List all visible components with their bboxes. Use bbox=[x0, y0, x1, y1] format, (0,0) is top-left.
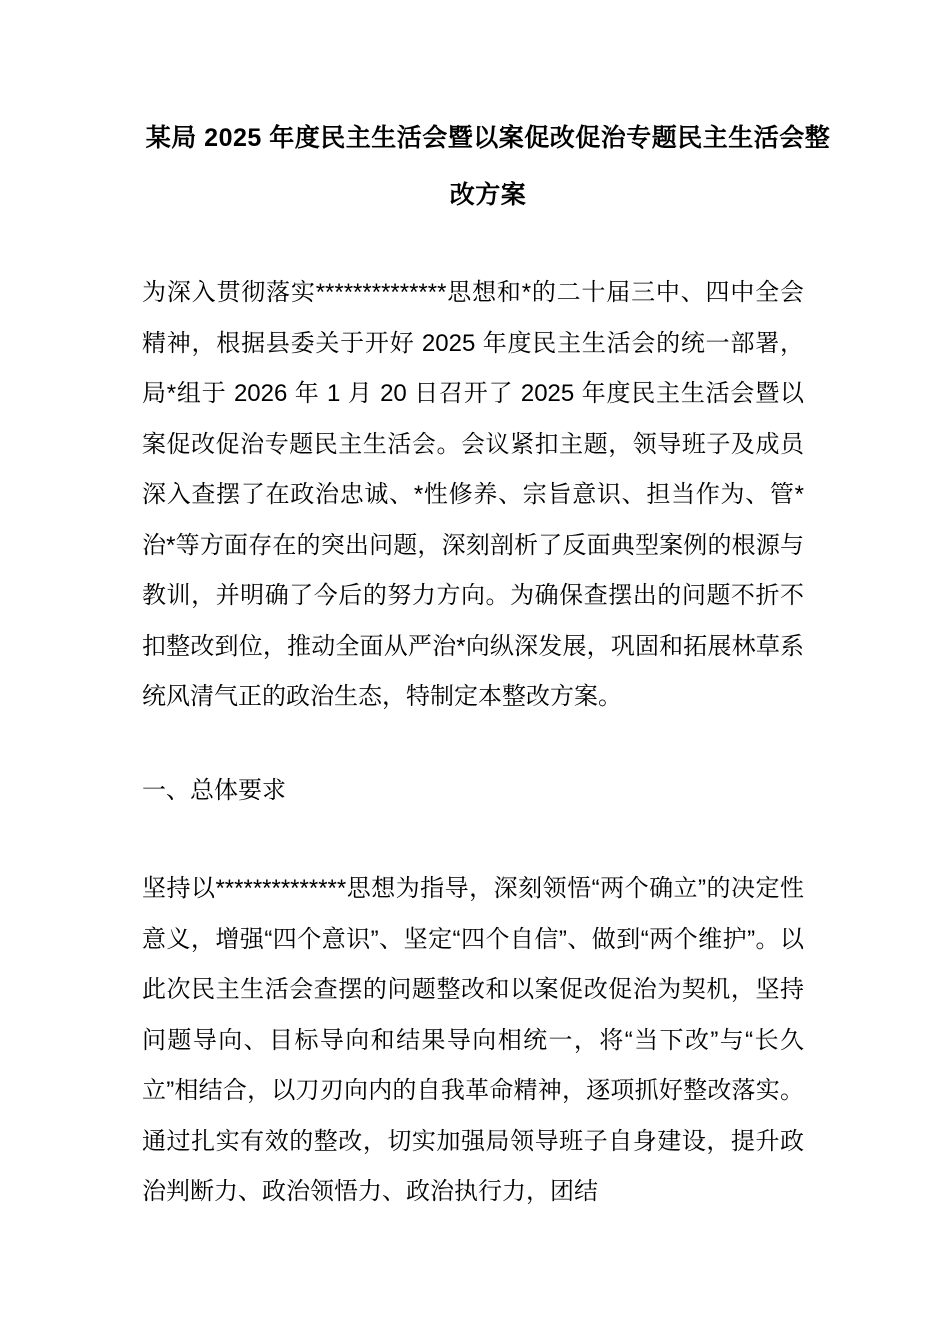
intro-paragraph: 为深入贯彻落实**************思想和*的二十届三中、四中全会精神，根据县委关于开好 2025 年度民主生活会的统一部署，局*组于 2026 年 1 月 20 日召开了 2025 年度民主生活会暨以案促改促治专题民主生活会。会议紧扣主题，领导班子及成员深入查摆了在政治忠诚、*性修养、宗旨意识、担当作为、管*治*等方面存在的突出问题，深刻剖析了反面典型案例的根源与教训，并明确了今后的努力方向。为确保查摆出的问题不折不扣整改到位，推动全面从严治*向纵深发展，巩固和拓展林草系统风清气正的政治生态，特制定本整改方案。 bbox=[142, 279, 804, 710]
document-title: 某局 2025 年度民主生活会暨以案促改促治专题民主生活会整改方案 bbox=[145, 124, 831, 209]
section-1-body: 坚持以**************思想为指导，深刻领悟“两个确立”的决定性意义，增强“四个意识”、坚定“四个自信”、做到“两个维护”。以此次民主生活会查摆的问题整改和以案促改促治为契机，坚持问题导向、目标导向和结果导向相统一，将“当下改”与“长久立”相结合，以刀刃向内的自我革命精神，逐项抓好整改落实。通过扎实有效的整改，切实加强局领导班子自身建设，提升政治判断力、政治领悟力、政治执行力，团结 bbox=[142, 875, 804, 1205]
section-1-heading: 一、总体要求 bbox=[142, 776, 286, 804]
